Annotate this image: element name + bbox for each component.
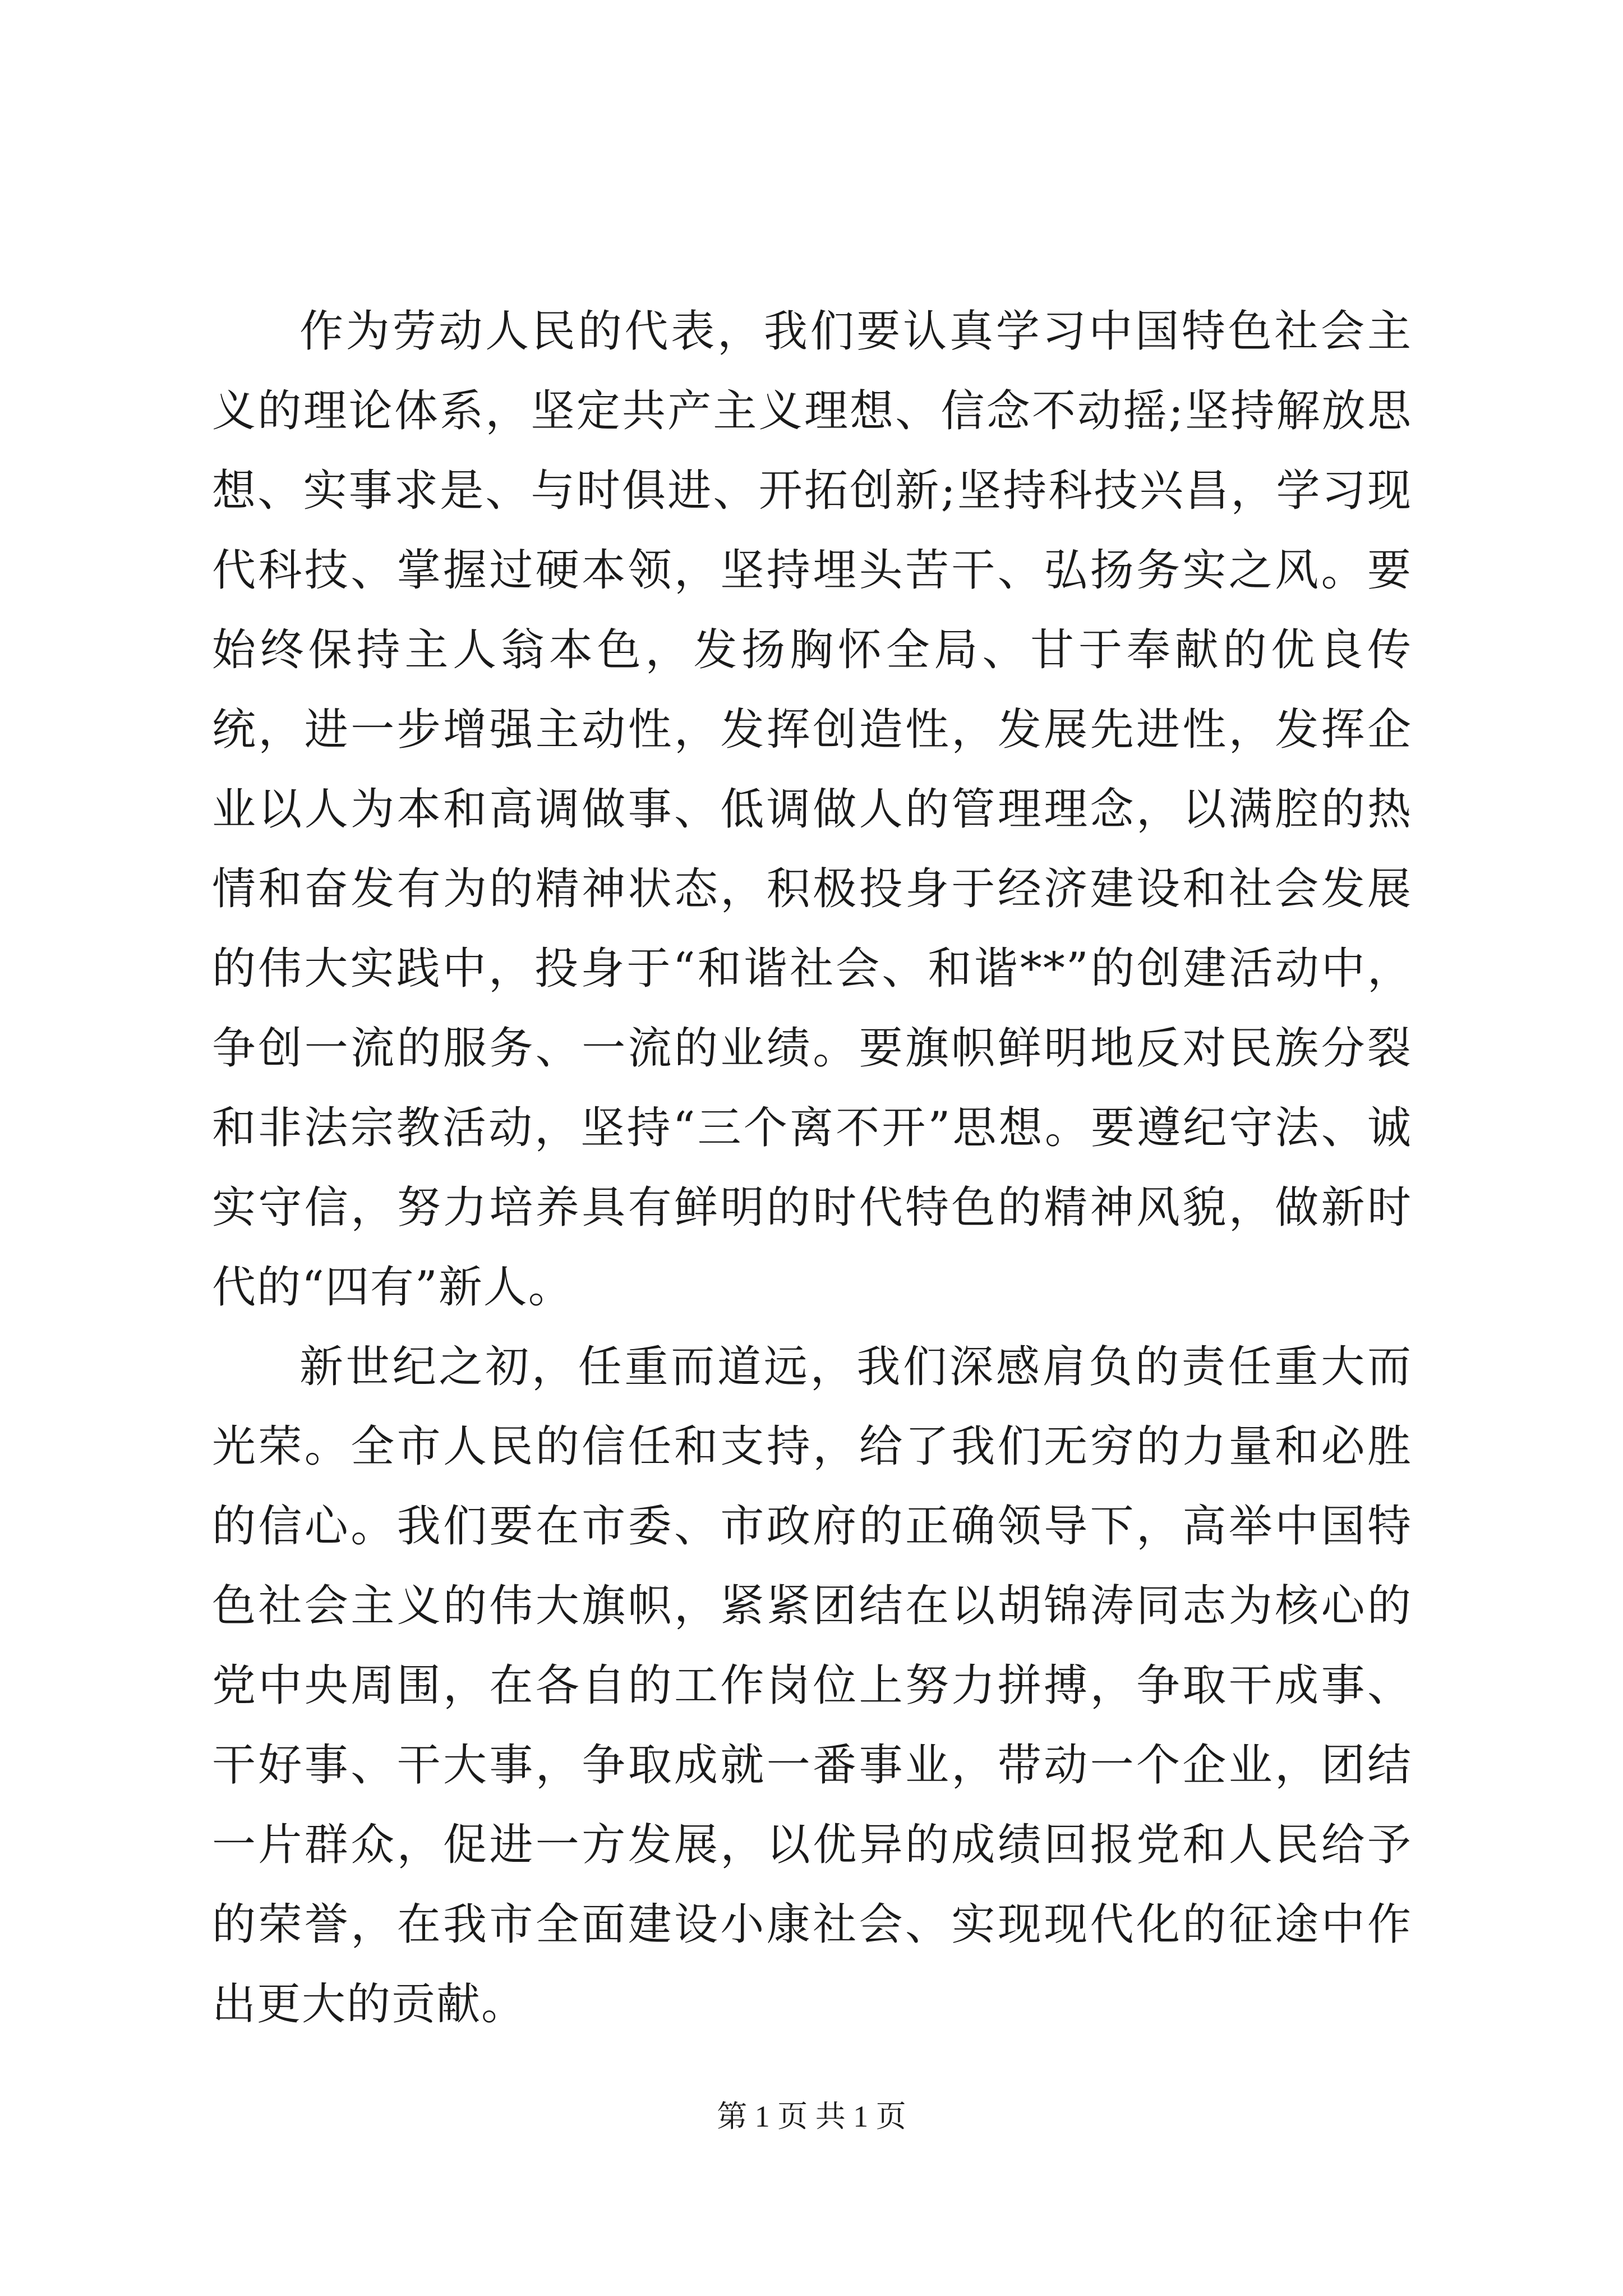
body-paragraph-1: 作为劳动人民的代表，我们要认真学习中国特色社会主义的理论体系，坚定共产主义理想、信念不动摇;坚持解放思想、实事求是、与时俱进、开拓创新;坚持科技兴昌，学习现代科技、掌握过硬本领，坚持埋头苦干、弘扬务实之风。要始终保持主人翁本色，发扬胸怀全局、甘于奉献的优良传统，进一步增强主动性，发挥创造性，发展先进性，发挥企业以人为本和高调做事、低调做人的管理理念，以满腔的热情和奋发有为的精神状态，积极投身于经济建设和社会发展的伟大实践中，投身于“和谐社会、和谐**”的创建活动中，争创一流的服务、一流的业绩。要旗帜鲜明地反对民族分裂和非法宗教活动，坚持“三个离不开”思想。要遵纪守法、诚实守信，努力培养具有鲜明的时代特色的精神风貌，做新时代的“四有”新人。 — [212, 306, 1412, 1313]
page-number-footer: 第 1 页 共 1 页 — [717, 2100, 906, 2133]
body-paragraph-2: 新世纪之初，任重而道远，我们深感肩负的责任重大而光荣。全市人民的信任和支持，给了我们无穷的力量和必胜的信心。我们要在市委、市政府的正确领导下，高举中国特色社会主义的伟大旗帜，紧紧团结在以胡锦涛同志为核心的党中央周围，在各自的工作岗位上努力拼搏，争取干成事、干好事、干大事，争取成就一番事业，带动一个企业，团结一片群众，促进一方发展，以优异的成绩回报党和人民给予的荣誉，在我市全面建设小康社会、实现现代化的征途中作出更大的贡献。 — [212, 1342, 1412, 2030]
document-body — [212, 292, 1412, 2044]
